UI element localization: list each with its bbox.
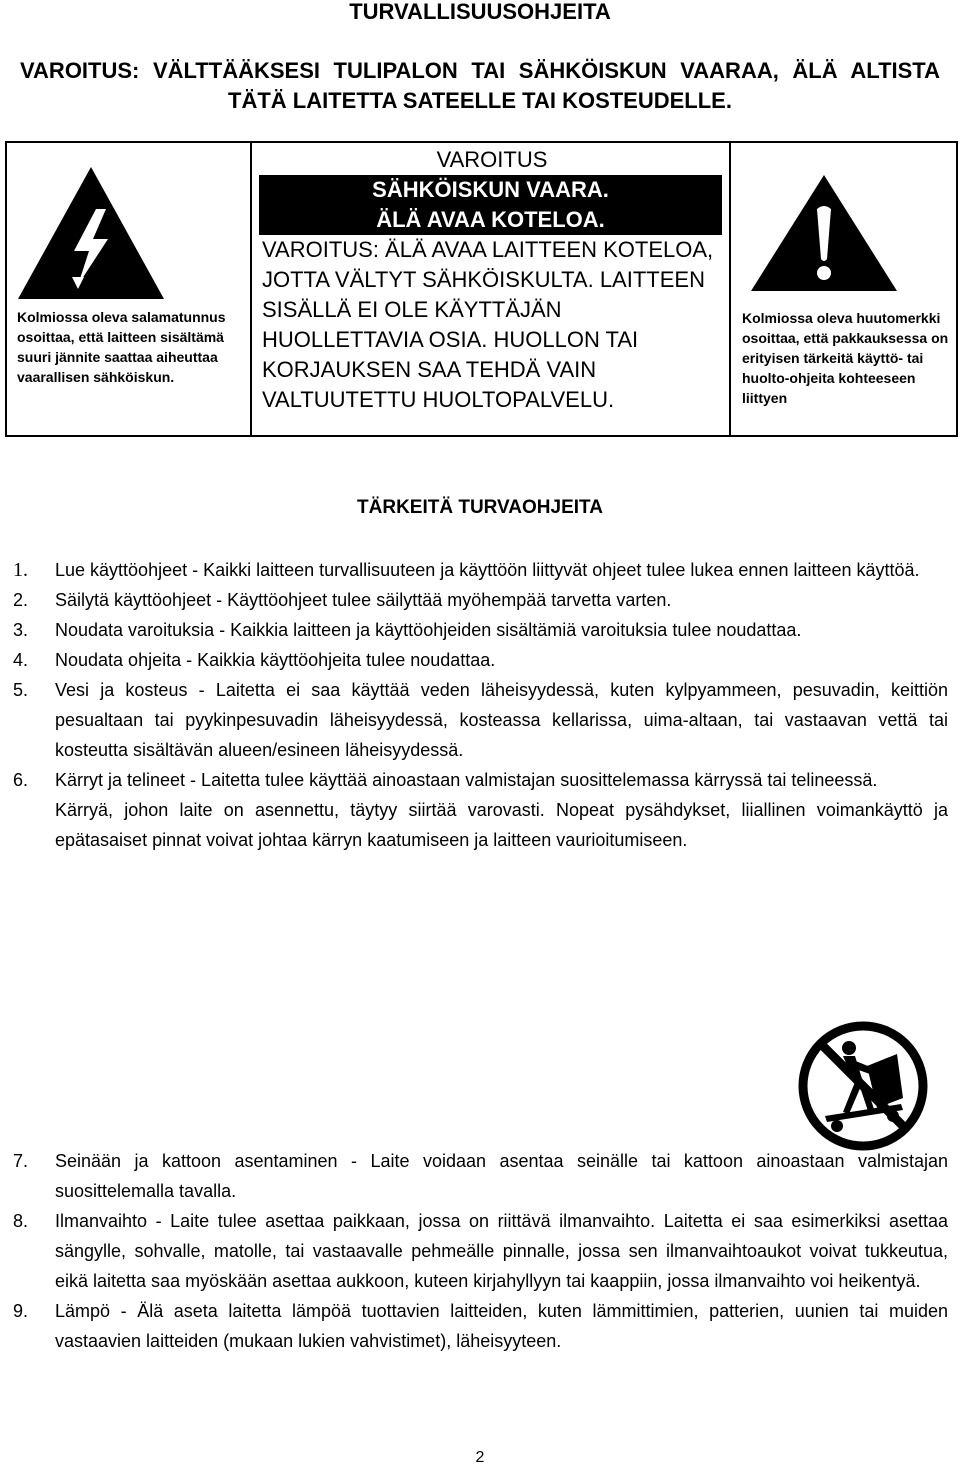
warning-box-middle-cell: [252, 143, 731, 435]
list-item: [13, 1146, 948, 1206]
item-text: Vesi ja kosteus - Laitetta ei saa käyttää veden läheisyydessä, kuten kylpyammeen, pesuvadin, keittiön pesualtaan tai pyykinpesuvadin läheisyydessä, kosteassa kellarissa, uima-altaan, tai vastaavan vettä tai kosteutta sisältävän alueen/esineen läheisyydessä.: [55, 680, 948, 760]
caution-body: VAROITUS: ÄLÄ AVAA LAITTEEN KOTELOA, JOTTA VÄLTYT SÄHKÖISKULTA. LAITTEEN SISÄLLÄ EI OLE KÄYTTÄJÄN HUOLLETTAVIA OSIA. HUOLLON TAI KORJAUKSEN SAA TEHDÄ VAIN VALTUUTETTU HUOLTOPALVELU.: [262, 237, 714, 412]
item-number: 4.: [13, 650, 29, 670]
shock-hazard-line: SÄHKÖISKUN VAARA.: [259, 175, 722, 205]
item-text: Ilmanvaihto - Laite tulee asettaa paikkaan, jossa on riittävä ilmanvaihto. Laitetta ei saa esimerkiksi asettaa sängylle, sohvalle, matolle, tai vastaavalle pehmeälle pinnalle, jossa sen ilmanvaihtoaukot voivat tukkeutua, eikä laitetta saa myöskään asettaa aukkoon, kuteen kirjahyllyyn tai kaappiin, jossa ilmanvaihto voi heikentyä.: [55, 1211, 948, 1291]
item-text: Säilytä käyttöohjeet - Käyttöohjeet tulee säilyttää myöhempää tarvetta varten.: [55, 590, 672, 610]
item-number: 5.: [13, 680, 29, 700]
no-cart-tipping-icon: [797, 1020, 929, 1152]
list-item: [13, 555, 948, 585]
item-number: 9.: [13, 1301, 29, 1321]
item-number: 6.: [13, 770, 29, 790]
list-item: [13, 585, 948, 615]
main-warning: VAROITUS: VÄLTTÄÄKSESI TULIPALON TAI SÄHKÖISKUN VAARAA, ÄLÄ ALTISTA TÄTÄ LAITETTA SATEELLE TAI KOSTEUDELLE.: [20, 58, 940, 113]
item-text: Kärryt ja telineet - Laitetta tulee käyttää ainoastaan valmistajan suosittelemassa kärryssä tai telineessä.: [55, 770, 878, 790]
item-text: Lämpö - Älä aseta laitetta lämpöä tuottavien laitteiden, kuten lämmittimien, patterien, uunien tai muiden vastaavien laitteiden (mukaan lukien vahvistimet), läheisyyteen.: [55, 1301, 948, 1351]
caution-heading: VAROITUS: [436, 147, 548, 172]
item-number: 8.: [13, 1211, 29, 1231]
item-text: Lue käyttöohjeet - Kaikki laitteen turvallisuuteen ja käyttöön liittyvät ohjeet tulee lukea ennen laitteen käyttöä.: [55, 560, 920, 580]
item-number: 1.: [13, 559, 28, 581]
list-item: [13, 645, 948, 675]
item-text: Noudata ohjeita - Kaikkia käyttöohjeita tulee noudattaa.: [55, 650, 496, 670]
instruction-list-continued: [13, 1146, 948, 1356]
exclamation-explanation: Kolmiossa oleva huutomerkki osoittaa, että pakkauksessa on erityisen tärkeitä käyttö- tai huolto-ohjeita kohteeseen liittyen: [742, 310, 949, 406]
item-number: 2.: [13, 590, 29, 610]
warning-box-right-cell: [731, 143, 956, 435]
item-number: 7.: [13, 1151, 29, 1171]
do-not-open-line: ÄLÄ AVAA KOTELOA.: [259, 205, 722, 235]
warning-box: [5, 141, 958, 437]
page-title: TURVALLISUUSOHJEITA: [349, 0, 611, 24]
item-text-continued: Kärryä, johon laite on asennettu, täytyy siirtää varovasti. Nopeat pysähdykset, liiallinen voimankäyttö ja epätasaiset pinnat voivat johtaa kärryn kaatumiseen ja laitteen vaurioitumiseen.: [55, 800, 948, 850]
list-item: [13, 1296, 948, 1356]
lightning-explanation: Kolmiossa oleva salamatunnus osoittaa, että laitteen sisältämä suuri jännite saattaa aiheuttaa vaarallisen sähköiskun.: [17, 309, 226, 385]
item-text: Noudata varoituksia - Kaikkia laitteen ja käyttöohjeiden sisältämiä varoituksia tulee noudattaa.: [55, 620, 802, 640]
instruction-list: [13, 555, 948, 855]
item-number: 3.: [13, 620, 29, 640]
page-number: 2: [475, 1449, 485, 1466]
warning-box-left-cell: [7, 143, 252, 435]
lightning-triangle-icon: [16, 165, 166, 301]
list-item: [13, 615, 948, 645]
list-item: [13, 765, 948, 855]
section-title: TÄRKEITÄ TURVAOHJEITA: [357, 497, 603, 518]
exclamation-triangle-icon: [749, 173, 899, 293]
list-item: [13, 1206, 948, 1296]
item-text: Seinään ja kattoon asentaminen - Laite voidaan asentaa seinälle tai kattoon ainoastaan valmistajan suosittelemalla tavalla.: [55, 1151, 948, 1201]
list-item: [13, 675, 948, 765]
